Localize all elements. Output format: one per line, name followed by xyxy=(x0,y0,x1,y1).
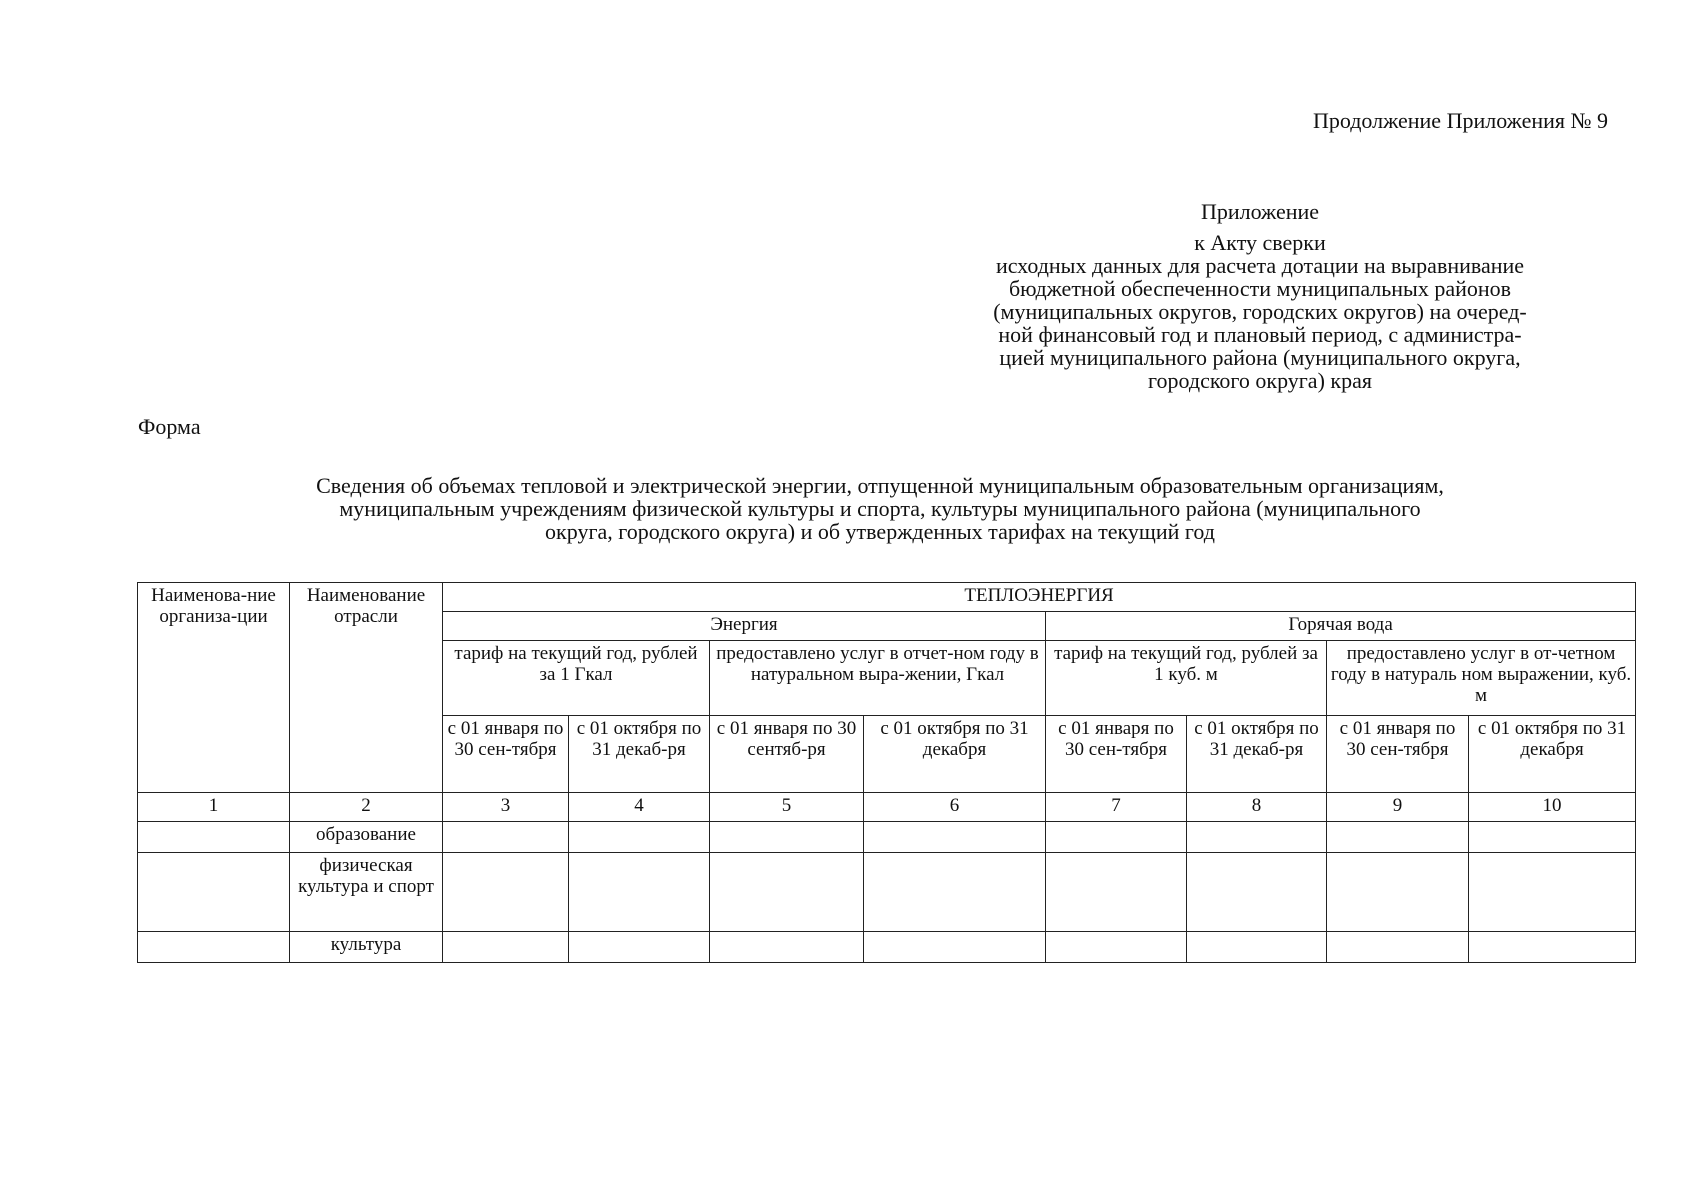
cell-value xyxy=(569,853,710,932)
column-number: 5 xyxy=(710,793,864,822)
title-line: Сведения об объемах тепловой и электрической энергии, отпущенной муниципальным образовательным организациям, xyxy=(316,473,1444,498)
cell-value xyxy=(1187,932,1327,963)
header-water-provided: предоставлено услуг в от-четном году в натураль ном выражении, куб. м xyxy=(1327,641,1636,716)
header-org-name: Наименова-ние организа-ции xyxy=(138,583,290,793)
appendix-title: Приложение xyxy=(1200,199,1320,224)
column-number: 4 xyxy=(569,793,710,822)
cell-value xyxy=(1187,822,1327,853)
appendix-line: ной финансовый год и плановый период, с администра- xyxy=(998,322,1522,347)
appendix-line: бюджетной обеспеченности муниципальных районов xyxy=(1008,276,1512,301)
column-number: 9 xyxy=(1327,793,1469,822)
header-period: с 01 января по 30 сентяб-ря xyxy=(710,716,864,793)
header-period: с 01 октября по 31 декаб-ря xyxy=(569,716,710,793)
cell-value xyxy=(1469,822,1636,853)
cell-value xyxy=(710,932,864,963)
form-table xyxy=(137,582,1636,963)
header-period: с 01 октября по 31 декабря xyxy=(1469,716,1636,793)
cell-value xyxy=(443,822,569,853)
table-row xyxy=(138,853,1636,932)
table-row xyxy=(138,822,1636,853)
header-water-tariff: тариф на текущий год, рублей за 1 куб. м xyxy=(1046,641,1327,716)
column-number: 8 xyxy=(1187,793,1327,822)
appendix-line: городского округа) края xyxy=(1148,368,1372,393)
column-number: 2 xyxy=(290,793,443,822)
column-number: 10 xyxy=(1469,793,1636,822)
cell-value xyxy=(443,853,569,932)
cell-value xyxy=(569,932,710,963)
title-line: округа, городского округа) и об утвержденных тарифах на текущий год xyxy=(545,519,1215,544)
cell-branch: физическая культура и спорт xyxy=(290,853,443,932)
continuation-label: Продолжение Приложения № 9 xyxy=(1312,108,1608,133)
title-line: муниципальным учреждениям физической культуры и спорта, культуры муниципального района (муниципального xyxy=(339,496,1421,521)
cell-value xyxy=(864,822,1046,853)
cell-value xyxy=(864,932,1046,963)
column-number: 6 xyxy=(864,793,1046,822)
cell-value xyxy=(1469,932,1636,963)
cell-org-name xyxy=(138,853,290,932)
cell-value xyxy=(1327,932,1469,963)
header-period: с 01 января по 30 сен-тября xyxy=(1046,716,1187,793)
document-title xyxy=(130,474,1630,543)
cell-value xyxy=(1327,853,1469,932)
cell-value xyxy=(569,822,710,853)
header-period: с 01 октября по 31 декабря xyxy=(864,716,1046,793)
header-energy: Энергия xyxy=(443,612,1046,641)
header-period: с 01 января по 30 сен-тября xyxy=(1327,716,1469,793)
header-period: с 01 января по 30 сен-тября xyxy=(443,716,569,793)
cell-value xyxy=(1046,932,1187,963)
cell-branch: образование xyxy=(290,822,443,853)
cell-branch: культура xyxy=(290,932,443,963)
appendix-block xyxy=(910,200,1610,392)
cell-value xyxy=(1469,853,1636,932)
cell-value xyxy=(443,932,569,963)
cell-value xyxy=(1046,822,1187,853)
cell-value xyxy=(864,853,1046,932)
header-hot-water: Горячая вода xyxy=(1046,612,1636,641)
column-number: 1 xyxy=(138,793,290,822)
header-branch-name: Наименование отрасли xyxy=(290,583,443,793)
cell-value xyxy=(710,853,864,932)
column-number: 7 xyxy=(1046,793,1187,822)
appendix-line: исходных данных для расчета дотации на выравнивание xyxy=(995,253,1525,278)
header-energy-tariff: тариф на текущий год, рублей за 1 Гкал xyxy=(443,641,710,716)
appendix-line: к Акту сверки xyxy=(1194,230,1326,255)
cell-value xyxy=(1046,853,1187,932)
table-row xyxy=(138,932,1636,963)
header-energy-provided: предоставлено услуг в отчет-ном году в натуральном выра-жении, Гкал xyxy=(710,641,1046,716)
cell-value xyxy=(1187,853,1327,932)
header-period: с 01 октября по 31 декаб-ря xyxy=(1187,716,1327,793)
cell-org-name xyxy=(138,822,290,853)
cell-value xyxy=(1327,822,1469,853)
cell-org-name xyxy=(138,932,290,963)
header-heat-energy: ТЕПЛОЭНЕРГИЯ xyxy=(443,583,1636,612)
appendix-line: цией муниципального района (муниципального округа, xyxy=(999,345,1521,370)
cell-value xyxy=(710,822,864,853)
form-label: Форма xyxy=(138,414,201,439)
column-number: 3 xyxy=(443,793,569,822)
appendix-line: (муниципальных округов, городских округов) на очеред- xyxy=(993,299,1527,324)
